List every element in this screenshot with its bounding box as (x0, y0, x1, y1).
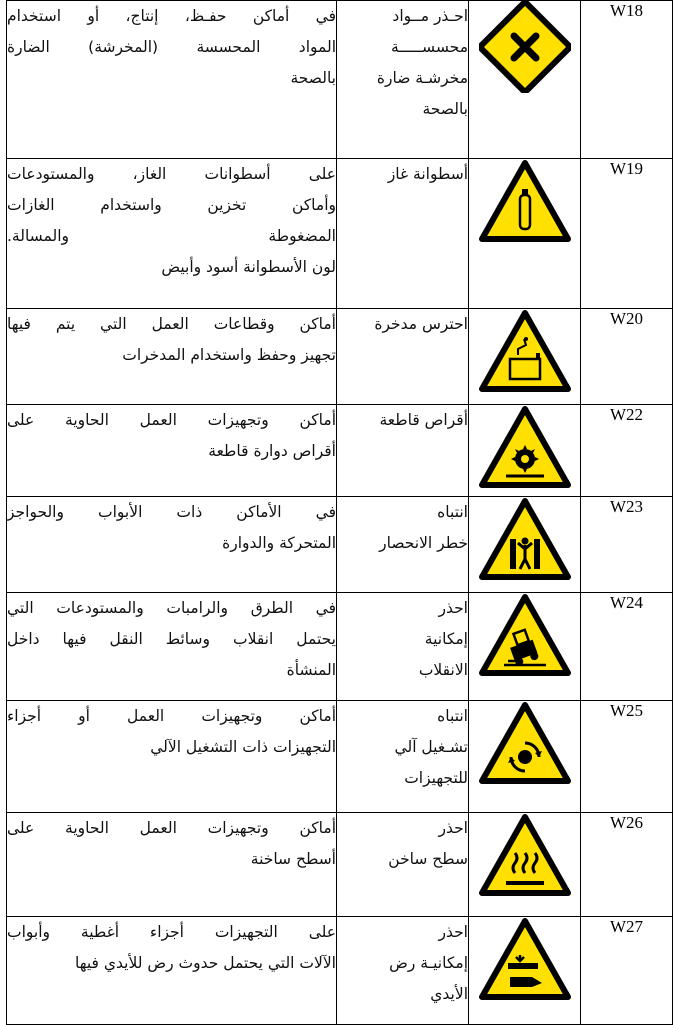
sign-usage-description (7, 813, 337, 917)
table-row (7, 405, 673, 497)
sign-name-line: سطح ساخن (388, 850, 468, 868)
sign-name-line: بالصحة (422, 100, 468, 118)
description-line: أماكن وقطاعات العمل التي يتم فيها (7, 315, 336, 333)
crushing-hazard-icon (469, 497, 580, 583)
description-line: على التجهيزات أجزاء أغطية وأبواب (7, 923, 336, 941)
sign-name-line: الأيدي (430, 985, 468, 1003)
sign-symbol-cell (469, 813, 581, 917)
sign-name (337, 497, 469, 593)
description-line: التجهيزات ذات التشغيل الآلي (150, 738, 336, 756)
table-row (7, 593, 673, 701)
description-line: يحتمل انقلاب وسائط النقل فيها داخل (7, 630, 336, 648)
description-line: المنشأة (286, 661, 336, 679)
description-line: في أماكن حفـظ، إنتاج، أو استخدام (7, 7, 336, 25)
sign-usage-description (7, 159, 337, 309)
sign-code: W22 (581, 405, 673, 497)
sign-name-line: احذر (438, 923, 468, 941)
harmful-irritant-x-icon (469, 1, 580, 93)
sign-symbol-cell (469, 1, 581, 159)
sign-name (337, 813, 469, 917)
table-row (7, 917, 673, 1025)
cutting-disc-icon (469, 405, 580, 491)
sign-name-line: مخرشـة ضارة (376, 69, 468, 87)
sign-name-line: خطر الانحصار (379, 534, 468, 552)
sign-code: W24 (581, 593, 673, 701)
table-row (7, 1, 673, 159)
description-line: المضغوطة والمسالة. (7, 227, 336, 245)
hand-crush-icon (469, 917, 580, 1003)
description-line: في الأماكن ذات الأبواب والحواجز (7, 503, 336, 521)
sign-name-line: احذر (438, 819, 468, 837)
description-line: على أسطوانات الغاز، والمستودعات (7, 165, 336, 183)
sign-usage-description (7, 405, 337, 497)
sign-code: W20 (581, 309, 673, 405)
sign-name-line: إمكانيـة رض (389, 954, 468, 972)
sign-name-line: احترس مدخرة (374, 315, 468, 333)
vehicle-overturn-icon (469, 593, 580, 679)
sign-symbol-cell (469, 309, 581, 405)
sign-code: W25 (581, 701, 673, 813)
description-line: أماكن وتجهيزات العمل أو أجزاء (7, 707, 336, 725)
description-line: أقراص دوارة قاطعة (208, 442, 336, 460)
automatic-start-icon (469, 701, 580, 787)
sign-symbol-cell (469, 159, 581, 309)
sign-usage-description (7, 917, 337, 1025)
sign-code: W27 (581, 917, 673, 1025)
table-row (7, 701, 673, 813)
sign-symbol-cell (469, 701, 581, 813)
description-line: الآلات التي يحتمل حدوث رض للأيدي فيها (75, 954, 336, 972)
sign-name-line: تشـغيل آلي (394, 738, 468, 756)
description-line: المتحركة والدوارة (222, 534, 336, 552)
sign-code: W26 (581, 813, 673, 917)
sign-name-line: احذر (438, 599, 468, 617)
description-line: بالصحة (290, 69, 336, 87)
sign-name-line: الانقلاب (418, 661, 468, 679)
sign-name-line: أقراص قاطعة (379, 411, 468, 429)
gas-cylinder-icon (469, 159, 580, 245)
description-line: أسطح ساخنة (250, 850, 336, 868)
sign-name (337, 701, 469, 813)
sign-code: W23 (581, 497, 673, 593)
sign-name (337, 1, 469, 159)
description-line: أماكن وتجهيزات العمل الحاوية على (7, 819, 336, 837)
description-line: في الطرق والرامبات والمستودعات التي (7, 599, 336, 617)
description-line: وأماكن تخزين واستخدام الغازات (7, 196, 336, 214)
table-row (7, 309, 673, 405)
sign-symbol-cell (469, 593, 581, 701)
description-line: لون الأسطوانة أسود وأبيض (161, 258, 336, 276)
sign-usage-description (7, 497, 337, 593)
sign-name (337, 917, 469, 1025)
battery-icon (469, 309, 580, 395)
sign-symbol-cell (469, 405, 581, 497)
sign-code: W18 (581, 1, 673, 159)
sign-name (337, 405, 469, 497)
table-row (7, 497, 673, 593)
hot-surface-icon (469, 813, 580, 899)
sign-name-line: انتباه (437, 707, 468, 725)
sign-name (337, 159, 469, 309)
sign-usage-description (7, 593, 337, 701)
sign-name-line: أسطوانة غاز (387, 165, 468, 183)
sign-symbol-cell (469, 917, 581, 1025)
description-line: تجهيز وحفظ واستخدام المدخرات (122, 346, 336, 364)
warning-signs-table (6, 0, 673, 1025)
sign-name-line: احـذر مــواد (392, 7, 468, 25)
table-row (7, 813, 673, 917)
sign-symbol-cell (469, 497, 581, 593)
table-row (7, 159, 673, 309)
sign-name-line: محسســـــة (391, 38, 468, 56)
sign-name (337, 309, 469, 405)
description-line: المواد المحسسة (المخرشة) الضارة (7, 38, 336, 56)
description-line: أماكن وتجهيزات العمل الحاوية على (7, 411, 336, 429)
sign-name-line: إمكانية (424, 630, 468, 648)
sign-name (337, 593, 469, 701)
sign-code: W19 (581, 159, 673, 309)
sign-name-line: انتباه (437, 503, 468, 521)
sign-name-line: للتجهيزات (404, 769, 468, 787)
sign-usage-description (7, 701, 337, 813)
sign-usage-description (7, 309, 337, 405)
sign-usage-description (7, 1, 337, 159)
